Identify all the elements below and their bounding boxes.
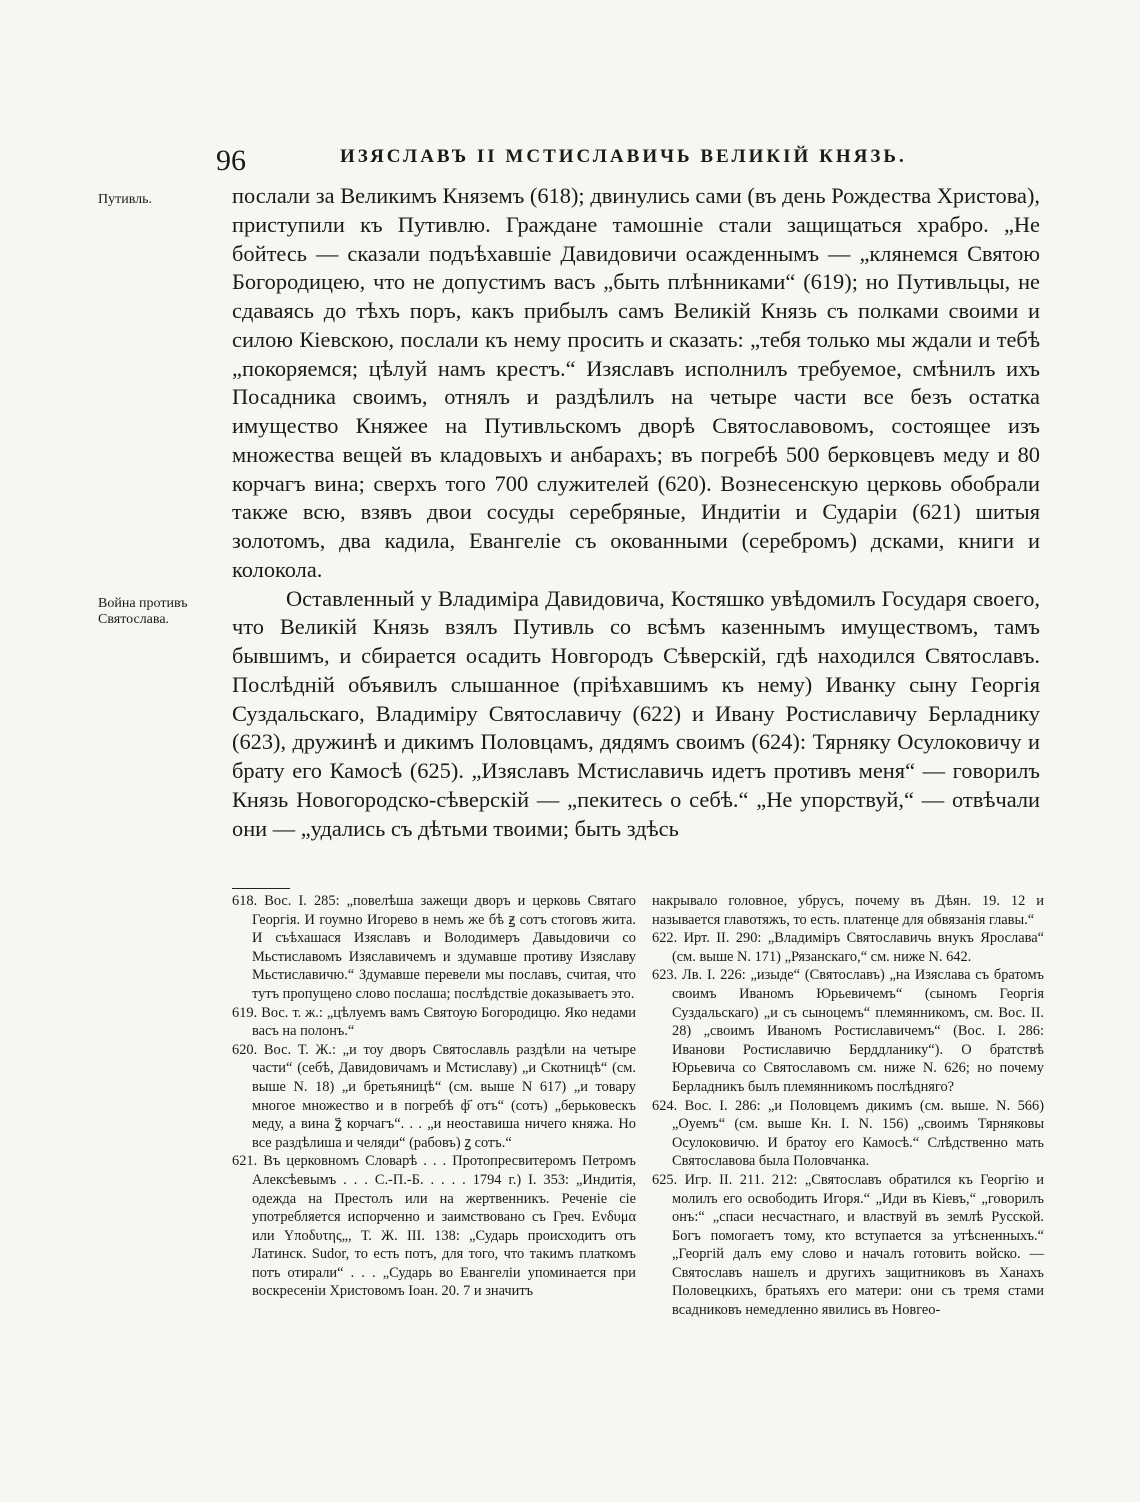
footnote-619: 619. Вос. т. ж.: „цѣлуемъ вамъ Святоую Богородицю. Яко недами васъ на полонъ.“ bbox=[232, 1004, 636, 1040]
footnote-rule bbox=[232, 888, 290, 889]
footnote-623: 623. Лв. I. 226: „изыде“ (Святославъ) „на Изяслава съ братомъ своимъ Иваномъ Юрьевичемъ“ (сыномъ Георгія Суздальскаго) „и съ сыноцемъ“ племянникомъ, см. Вос. II. 28) „своимъ Иваномъ Ростиславичемъ“ (Вос. I. 286: Иванови Ростиславичю Берддланику“). О братствѣ Юрьевича со Святославомъ см. ниже N. 626; но почему Берладникъ былъ племянникомъ послѣдняго? bbox=[652, 967, 1044, 1095]
footnote-621-continued: накрывало головное, убрусъ, почему въ Дѣян. 19. 12 и называется главотяжъ, то есть. платенце для обвязанія главы.“ bbox=[652, 893, 1044, 928]
main-text bbox=[232, 182, 1040, 843]
main-paragraph: послали за Великимъ Княземъ (618); двинулись сами (въ день Рождества Христова), приступили къ Путивлю. Граждане тамошніе стали защищаться храбро. „Не бойтесь — сказали подъѣхавшіе Давидовичи осажденнымъ — „клянемся Святою Богородицею, что не допустимъ васъ „быть плѣнниками“ (619); но Путивльцы, не сдаваясь до тѣхъ поръ, какъ прибылъ самъ Великій Князь съ полками своими и силою Кіевскою, послали къ нему просить и сказать: „тебя только мы ждали и тебѣ „покоряемся; цѣлуй намъ крестъ.“ Изяславъ исполнилъ требуемое, смѣнилъ ихъ Посадника своимъ, отнялъ и раздѣлилъ на четыре части все безъ остатка имущество Княжее на Путивльскомъ дворѣ Святославовомъ, состоящее изъ множества вещей въ кладовыхъ и анбарахъ; въ погребѣ 500 берковцевъ меду и 80 корчагъ вина; сверхъ того 700 служителей (620). Вознесенскую церковь обобрали также всю, взявъ двои сосуды серебряные, Индитіи и Сударіи (621) шитыя золотомъ, два кадила, Евангеліе съ окованными (серебромъ) дсками, книги и колокола. bbox=[232, 183, 1040, 582]
main-paragraph: Оставленный у Владиміра Давидовича, Костяшко увѣдомилъ Государя своего, что Великій Князь взялъ Путивль со всѣмъ казеннымъ имуществомъ, тамъ бывшимъ, и сбирается осадить Новгородъ Сѣверскій, гдѣ находился Святославъ. Послѣдній объявилъ слышанное (пріѣхавшимъ къ нему) Иванку сыну Георгія Суздальскаго, Владиміру Святославичу (622) и Ивану Ростиславичу Берладнику (623), дружинѣ и дикимъ Половцамъ, дядямъ своимъ (624): Тярняку Осулоковичу и брату его Камосѣ (625). „Изяславъ Мстиславичь идетъ противъ меня“ — говорилъ Князь Новогородско-сѣверскій — „пекитесь о себѣ.“ „Не упорствуй,“ — отвѣчали они — „удались съ дѣтьми твоими; быть здѣсь bbox=[232, 585, 1040, 841]
footnote-620: 620. Вос. Т. Ж.: „и тоу дворъ Святославль раздѣли на четыре части“ (себѣ, Давидовичамъ и Мстиславу) „и Скотницѣ“ (см. выше N. 18) „и бретьяницѣ“ (см. выше N 617) „и товару многое множество и в погребѣ ф҃ отъ“ (сотъ) „берьковескъ меду, а вина ꙁ҃ корчагъ“. . . „и неоставиша ничего княжа. Но все раздѣлиша и челяди“ (рабовъ) ꙁ сотъ.“ bbox=[232, 1041, 636, 1151]
footnotes-left-column bbox=[232, 892, 636, 1301]
margin-note-war: Война противъ Святослава. bbox=[98, 596, 188, 627]
running-title: ИЗЯСЛАВЪ II МСТИСЛАВИЧЬ ВЕЛИКІЙ КНЯЗЬ. bbox=[340, 146, 907, 167]
footnote-624: 624. Вос. I. 286: „и Половцемъ дикимъ (см. выше. N. 566) „Оуемъ“ (см. выше Кн. I. N. 156) „своимъ Тярняковы Осулоковичю. И братоу его Камосѣ.“ Слѣдственно мать Святославова была Половчанка. bbox=[652, 1097, 1044, 1170]
footnote-625: 625. Игр. II. 211. 212: „Святославъ обратился къ Георгію и молилъ его освободить Игоря.“ „Иди въ Кіевъ,“ „говорилъ онъ:“ „спаси несчастнаго, и властвуй въ землѣ Русской. Богъ помогаетъ тому, кто вступается за утѣсненныхъ.“ „Георгій далъ ему слово и началъ готовить войско. — Святославъ нашелъ и другихъ защитниковъ въ Ханахъ Половецкихъ, братьяхъ его матери: они съ тремя стами всадниковъ немедленно явились въ Новгео- bbox=[652, 1171, 1044, 1319]
footnote-621: 621. Въ церковномъ Словарѣ . . . Протопресвитеромъ Петромъ Алексѣевымъ . . . С.-П.-Б. . . . . 1794 г.) I. 353: „Индитія, одежда на Престолъ или на жертвенникъ. Реченіе сіе употребляется испорченно и заимствовано съ Греч. Ενδυμα или Υποδυτης„, Т. Ж. III. 138: „Сударь происходитъ отъ Латинск. Sudor, то есть потъ, для того, что такимъ платкомъ потъ отирали“ . . . „Сударь во Евангеліи упоминается при воскресеніи Христовомъ Іоан. 20. 7 и значитъ bbox=[232, 1153, 636, 1300]
margin-note-putivl: Путивль. bbox=[98, 192, 153, 207]
page-number: 96 bbox=[216, 144, 246, 177]
footnote-618: 618. Вос. I. 285: „повелѣша зажещи дворъ и церковь Святаго Георгія. И гоумно Игорево в немъ же бѣ ꙃ сотъ стоговъ жита. И съѣхашася Изяславъ и Володимеръ Давыдовичи со Мьстиславомъ Изяславичемъ и здумавше противу Изяславу Мьстиславичю.“ Здумавше перевели мы пославъ, считая, что тутъ пропущено слово послаша; послѣдствіе доказываетъ это. bbox=[232, 893, 636, 1002]
footnotes-right-column bbox=[652, 892, 1044, 1320]
footnote-622: 622. Ирт. II. 290: „Владиміръ Святославичь внукъ Ярослава“ (см. выше N. 171) „Рязанскаго,“ см. ниже N. 642. bbox=[652, 930, 1044, 965]
